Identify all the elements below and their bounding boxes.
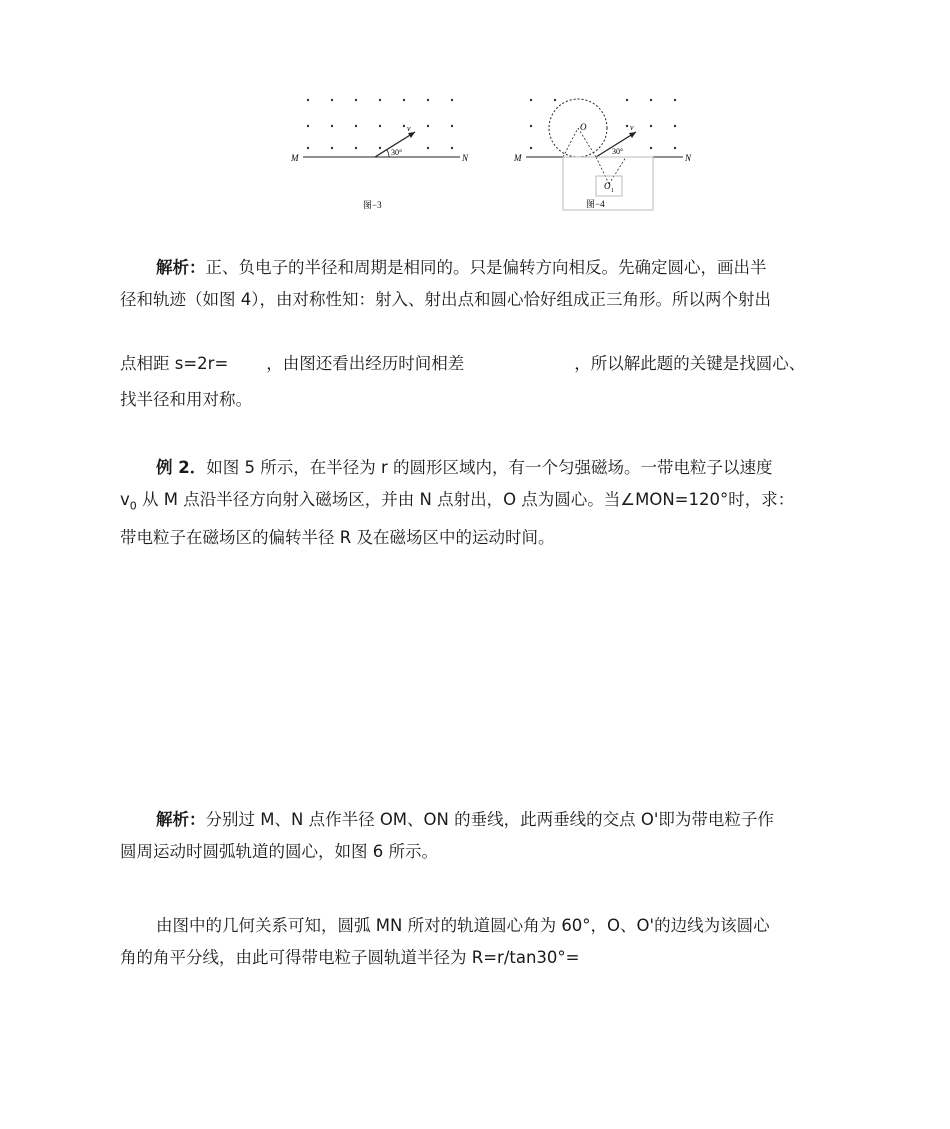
angle-label: 30°	[391, 148, 403, 157]
figure-4	[508, 88, 708, 218]
geometry-paragraph	[120, 910, 832, 974]
radius-line-left	[563, 128, 578, 157]
center-o1-subscript: 1	[611, 188, 614, 194]
p2-line2: 从 M 点沿半径方向射入磁场区，并由 N 点射出，O 点为圆心。当∠MON=120°时，求：	[136, 490, 795, 509]
arrowhead	[629, 132, 636, 138]
p1-line1: 正、负电子的半径和周期是相同的。只是偏转方向相反。先确定圆心，画出半	[205, 258, 767, 277]
p1-line3c: ，所以解此题的关键是找圆心、	[574, 354, 806, 373]
example-2-paragraph	[120, 452, 832, 554]
radius-line-o1-right	[609, 157, 626, 184]
figure-3-caption: 图−3	[363, 200, 382, 210]
p1-line2: 径和轨迹（如图 4），由对称性知：射入、射出点和圆心恰好组成正三角形。所以两个射出	[120, 290, 771, 309]
velocity-label: v	[630, 123, 634, 132]
figure-4-diagram	[508, 88, 708, 218]
p1-line4-text: 找半径和用对称。	[120, 390, 252, 409]
center-o-label: O	[580, 122, 587, 132]
p2-line3: 带电粒子在磁场区的偏转半径 R 及在磁场区中的运动时间。	[120, 528, 555, 548]
magnetic-field-dots	[307, 99, 453, 149]
p4-line2: 角的角平分线，由此可得带电粒子圆轨道半径为 R=r/tan30°=	[120, 948, 580, 967]
label-m: M	[514, 153, 522, 163]
analysis-paragraph-2	[120, 804, 832, 868]
p2-v-subscript: 0	[129, 499, 137, 513]
p2-line1: 如图 5 所示，在半径为 r 的圆形区域内，有一个匀强磁场。一带电粒子以速度	[206, 458, 773, 477]
p1-line3a: 点相距 s=2r=	[120, 354, 229, 373]
p4-line1: 由图中的几何关系可知，圆弧 MN 所对的轨道圆心角为 60°，O、O'的边线为该圆心	[156, 916, 770, 935]
magnetic-field-dots	[530, 99, 676, 149]
label-m: M	[291, 153, 299, 163]
analysis-paragraph-1	[120, 252, 832, 316]
radius-line-right	[578, 128, 596, 157]
velocity-label: v	[407, 124, 411, 133]
figure-3	[285, 88, 485, 218]
figure-3-diagram	[285, 88, 485, 218]
p1-line4	[120, 386, 252, 410]
p1-line3	[120, 350, 805, 374]
label-n: N	[685, 153, 692, 163]
angle-arc	[387, 150, 389, 157]
label-n: N	[462, 153, 469, 163]
analysis-lead-2: 解析：	[156, 810, 206, 829]
p2-v: v	[120, 490, 130, 509]
analysis-lead: 解析：	[156, 258, 206, 277]
radius-line-o1	[596, 157, 609, 184]
p1-line3b: ，由图还看出经历时间相差	[266, 354, 465, 373]
figure-4-caption: 图−4	[586, 199, 605, 209]
center-o1-label: O	[604, 181, 611, 191]
example-lead: 例 2．	[156, 458, 207, 477]
angle-label: 30°	[612, 147, 624, 156]
p3-line1: 分别过 M、N 点作半径 OM、ON 的垂线，此两垂线的交点 O'即为带电粒子作	[205, 810, 774, 829]
p3-line2: 圆周运动时圆弧轨道的圆心，如图 6 所示。	[120, 842, 438, 861]
